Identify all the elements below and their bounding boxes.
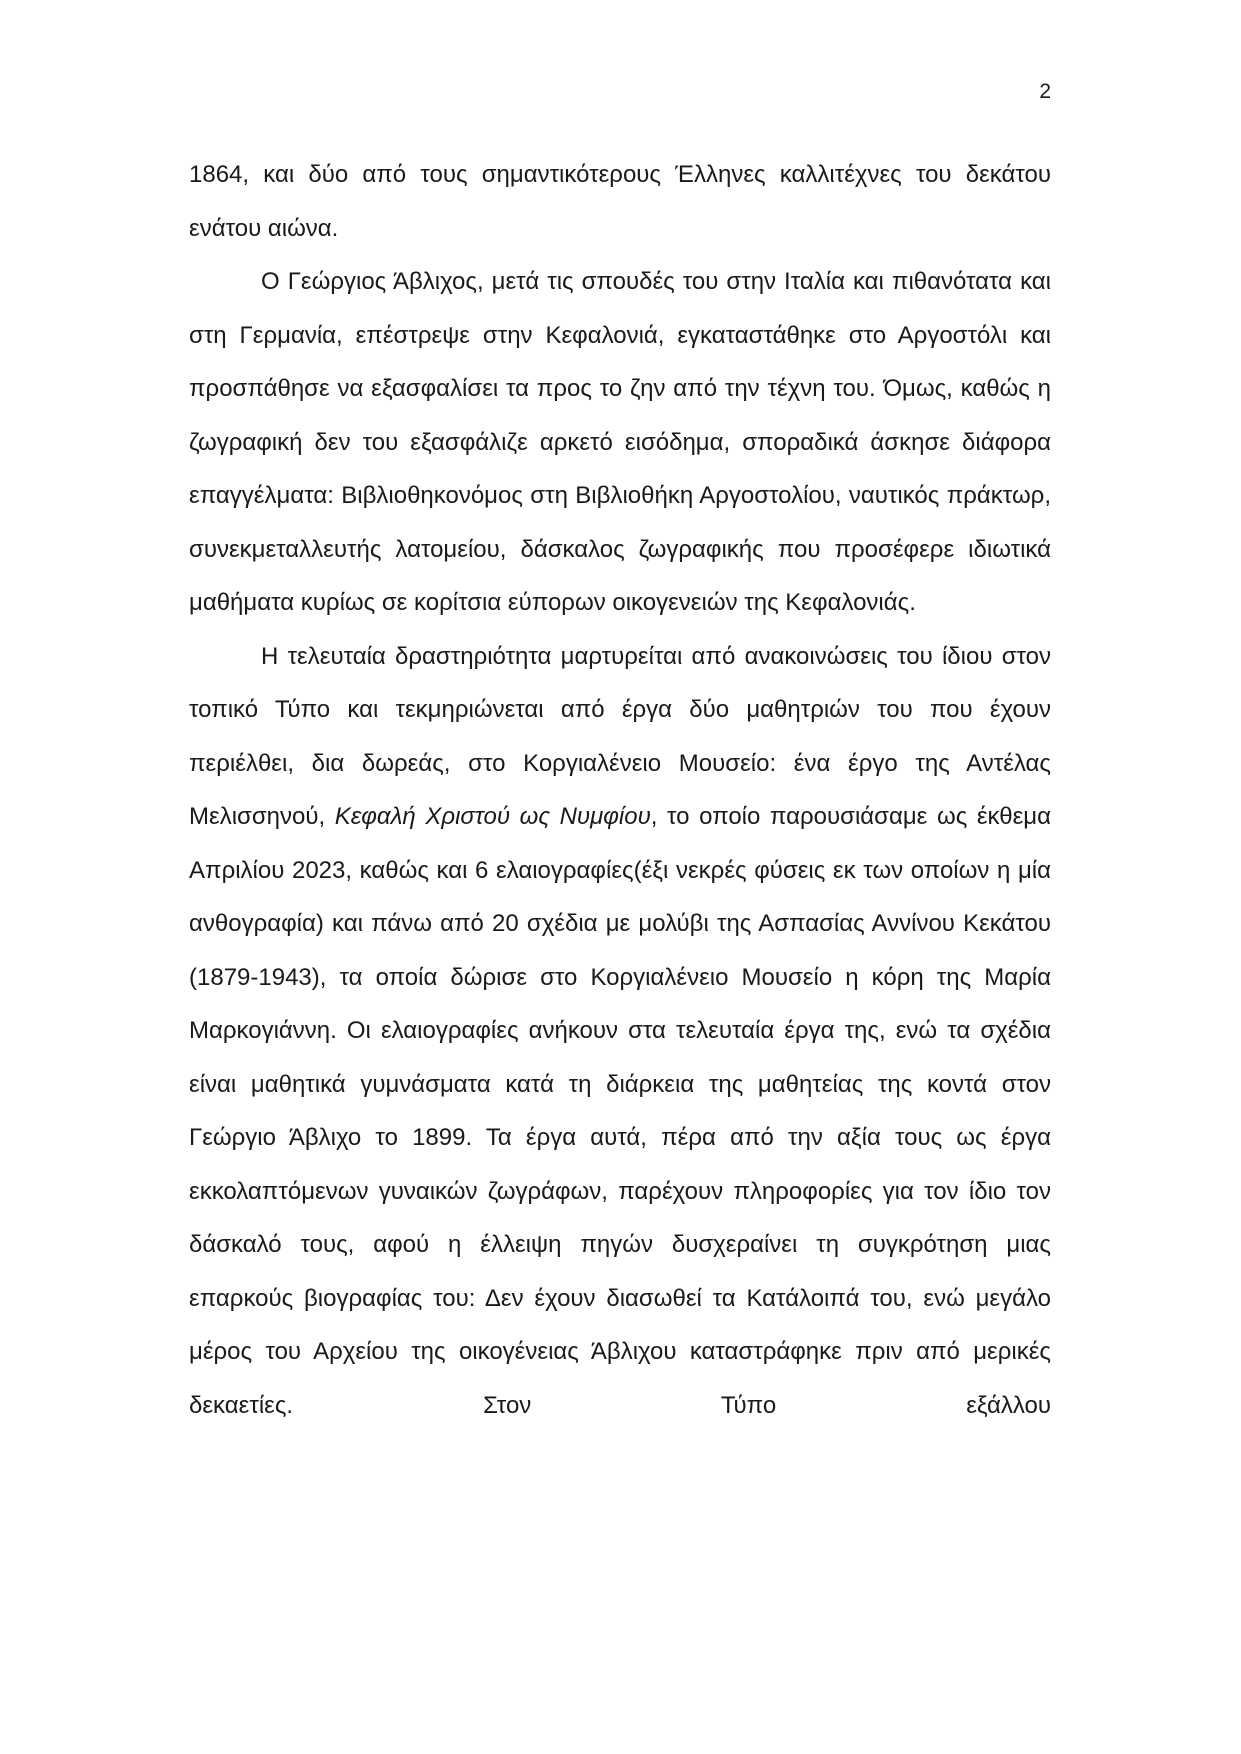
paragraph-3-text-b: , το οποίο παρουσιάσαμε ως έκθεμα Απριλίου 2023, καθώς και 6 ελαιογραφίες(έξι νεκρές φύσεις εκ των οποίων η μία ανθογραφία) και πάνω από 20 σχέδια με μολύβι της Ασπασίας Αννίνου Κεκάτου (1879-1943), τα οποία δώρισε στο Κοργιαλένειο Μουσείο η κόρη της Μαρία Μαρκογιάννη. Οι ελαιογραφίες ανήκουν στα τελευταία έργα της, ενώ τα σχέδια είναι μαθητικά γυμνάσματα κατά τη διάρκεια της μαθητείας της κοντά στον Γεώργιο Άβλιχο το 1899. Τα έργα αυτά, πέρα από την αξία τους ως έργα εκκολαπτόμενων γυναικών ζωγράφων, παρέχουν πληροφορίες για τον ίδιο τον δάσκαλό τους, αφού η έλλειψη πηγών δυσχεραίνει τη συγκρότηση μιας επαρκούς βιογραφίας του: Δεν έχουν διασωθεί τα Κατάλοιπά του, ενώ μεγάλο μέρος του Αρχείου της οικογένειας Άβλιχου καταστράφηκε πριν από μερικές δεκαετίες. Στον Τύπο εξάλλου — [189, 803, 1051, 1419]
paragraph-1: 1864, και δύο από τους σημαντικότερους Έλληνες καλλιτέχνες του δεκάτου ενάτου αιώνα. — [189, 161, 1051, 242]
paragraph-2: Ο Γεώργιος Άβλιχος, μετά τις σπουδές του στην Ιταλία και πιθανότατα και στη Γερμανία, επέστρεψε στην Κεφαλονιά, εγκαταστάθηκε στο Αργοστόλι και προσπάθησε να εξασφαλίσει τα προς το ζην από την τέχνη του. Όμως, καθώς η ζωγραφική δεν του εξασφάλιζε αρκετό εισόδημα, σποραδικά άσκησε διάφορα επαγγέλματα: Βιβλιοθηκονόμος στη Βιβλιοθήκη Αργοστολίου, ναυτικός πράκτωρ, συνεκμεταλλευτής λατομείου, δάσκαλος ζωγραφικής που προσέφερε ιδιωτικά μαθήματα κυρίως σε κορίτσια εύπορων οικογενειών της Κεφαλονιάς. — [189, 268, 1051, 616]
artwork-title: Κεφαλή Χριστού ως Νυμφίου — [334, 803, 651, 830]
paragraph-3-text-a: Η τελευταία δραστηριότητα μαρτυρείται από ανακοινώσεις του ίδιου στον τοπικό Τύπο και τεκμηριώνεται από έργα δύο μαθητριών του που έχουν περιέλθει, δια δωρεάς, στο Κοργιαλένειο Μουσείο: ένα έργο της Αντέλας Μελισσηνού, — [189, 642, 1051, 830]
paragraph-3 — [189, 630, 1051, 1433]
page-number: 2 — [1039, 80, 1051, 103]
document-body — [189, 148, 1051, 1432]
